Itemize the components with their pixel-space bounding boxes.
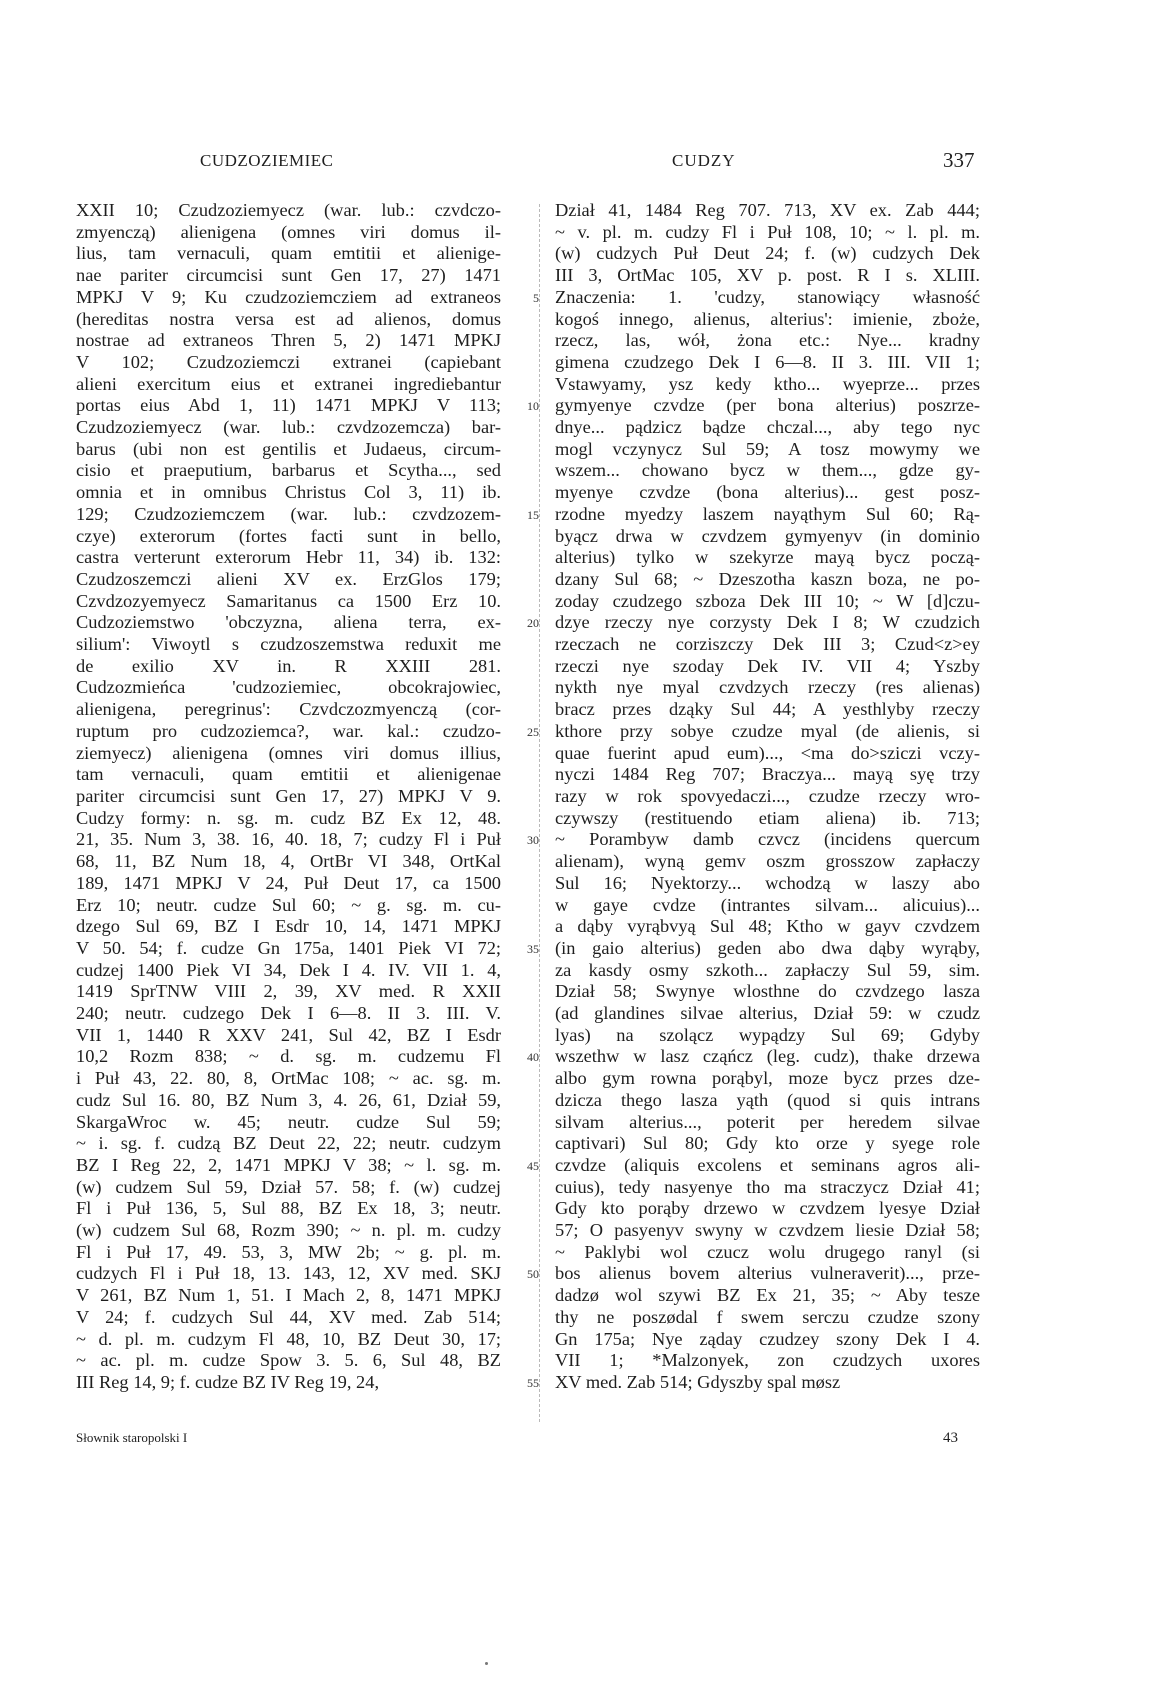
text-line: Fl i Puł 17, 49. 53, 3, MW 2b; ~ g. pl. m. (76, 1241, 501, 1262)
text-line: tam vernaculi, quam emtitii et alienigenae (76, 764, 501, 785)
text-line: V 50. 54; f. cudze Gn 175a, 1401 Piek VI 72; (76, 937, 501, 958)
text-line: Dział 41, 1484 Reg 707. 713, XV ex. Zab 444; (555, 200, 980, 220)
text-line: bracz przes dząky Sul 44; A yesthlyby rzeczy (555, 699, 980, 720)
column-divider (539, 204, 540, 1422)
text-line: XXII 10; Czudzoziemyecz (war. lub.: czvdczo- (76, 200, 501, 220)
text-line: (w) cudzem Sul 68, Rozm 390; ~ n. pl. m. cudzy (76, 1220, 501, 1241)
text-line: mogl vczynycz Sul 59; A tosz mowymy we (555, 438, 980, 459)
line-number: 55 (527, 1375, 539, 1390)
text-line: czywszy (restituendo etiam aliena) ib. 713; (555, 807, 980, 828)
text-line: thy ne poszødal f swem serczu czudze szony (555, 1306, 980, 1327)
text-line: (in gaio alterius) geden abo dwa dąby wyrąby, (555, 937, 980, 958)
line-number: 15 (527, 507, 539, 522)
text-line: Gn 175a; Nye ząday czudzey szony Dek I 4. (555, 1328, 980, 1349)
text-line: MPKJ V 9; Ku czudzoziemcziem ad extraneos (76, 286, 501, 307)
text-line: III Reg 14, 9; f. cudze BZ IV Reg 19, 24, (76, 1371, 380, 1392)
text-line: bos alienus bovem alterius vulneraverit)..., prze- (555, 1263, 980, 1284)
text-line: (w) cudzem Sul 59, Dział 57. 58; f. (w) cudzej (76, 1176, 501, 1197)
text-line: cudzych Fl i Puł 18, 13. 143, 12, XV med. SKJ (76, 1263, 501, 1284)
page-number: 337 (943, 148, 975, 172)
text-line: Znaczenia: 1. 'cudzy, stanowiący własność (555, 286, 980, 307)
text-line: lius, tam vernaculi, quam emtitii et alienige- (76, 243, 501, 264)
text-line: Czvdzozyemyecz Samaritanus ca 1500 Erz 10. (76, 590, 501, 611)
text-line: dzicza thego lasza yąth (quod si quis intrans (555, 1089, 980, 1110)
text-line: silvam alterius..., poterit per heredem silvae (555, 1111, 980, 1132)
text-line: 1419 SprTNW VIII 2, 39, XV med. R XXII (76, 981, 501, 1002)
text-line: ~ i. sg. f. cudzą BZ Deut 22, 22; neutr. cudzym (76, 1133, 501, 1154)
text-line: III 3, OrtMac 105, XV p. post. R I s. XLIII. (555, 265, 980, 286)
text-line: kthore przy sobye czudze myal (de alienis, si (555, 720, 980, 741)
text-line: cudz Sul 16. 80, BZ Num 3, 4. 26, 61, Dział 59, (76, 1089, 501, 1110)
text-line: (ad glandines silvae alterius, Dział 59: w czudz (555, 1003, 980, 1024)
text-line: V 261, BZ Num 1, 51. I Mach 2, 8, 1471 MPKJ (76, 1285, 501, 1306)
line-number-gutter (511, 200, 539, 1420)
text-line: wszem... chowano bycz w them..., gdze gy- (555, 460, 980, 481)
text-line: nae pariter circumcisi sunt Gen 17, 27) 1471 (76, 265, 501, 286)
text-line: ~ Porambyw damb czvcz (incidens quercum (555, 829, 980, 850)
running-head-center: CUDZY (672, 151, 736, 170)
text-line: Vstawyamy, ysz kedy ktho... wyeprze... przes (555, 373, 980, 394)
text-line: dadzø wol szywi BZ Ex 21, 35; ~ Aby tesze (555, 1285, 980, 1306)
text-line: za kasdy osmy szkoth... zapłaczy Sul 59, sim. (555, 959, 980, 980)
text-line: Sul 16; Nyektorzy... wchodzą w laszy abo (555, 872, 980, 893)
text-line: Cudzozmieńca 'cudzoziemiec, obcokrajowiec, (76, 677, 501, 698)
text-line: ziemyecz) alienigena (omnes viri domus illius, (76, 742, 501, 763)
text-line: ruptum pro cudzoziemca?, war. kal.: czudzo- (76, 720, 501, 741)
text-line: cudzej 1400 Piek VI 34, Dek I 4. IV. VII 1. 4, (76, 959, 501, 980)
text-line: wszethw w lasz cząńcz (leg. cudz), thake drzewa (555, 1046, 980, 1067)
text-line: V 24; f. cudzych Sul 44, XV med. Zab 514; (76, 1306, 501, 1327)
text-line: 21, 35. Num 3, 38. 16, 40. 18, 7; cudzy Fl i Puł (76, 829, 501, 850)
text-line: 129; Czudzoziemczem (war. lub.: czvdzozem- (76, 503, 501, 524)
text-line: nykth nye myal czvdzych rzeczy (res alienas) (555, 677, 980, 698)
line-number: 5 (533, 290, 539, 305)
text-line: Gdy kto porąby drzewo w czvdzem lyesye Dział (555, 1198, 980, 1219)
running-head-left: CUDZOZIEMIEC (200, 151, 334, 170)
text-line: byącz drwa w czvdzem gymyenyv (in dominio (555, 525, 980, 546)
text-line: silium': Viwoytl s czudzoszemstwa reduxit me (76, 634, 501, 655)
text-line: dzego Sul 69, BZ I Esdr 10, 14, 1471 MPKJ (76, 916, 501, 937)
text-line: myenye czvdze (bona alterius)... gest posz- (555, 482, 980, 503)
text-line: castra verterunt exterorum Hebr 11, 34) ib. 132: (76, 547, 501, 568)
text-line: rzodne myedzy laszem nayąthym Sul 60; Rą- (555, 503, 980, 524)
text-line: 240; neutr. cudzego Dek I 6—8. II 3. III. V. (76, 1003, 501, 1024)
text-line: rzecz, las, wół, żona etc.: Nye... kradny (555, 330, 980, 351)
text-line: nyczi 1484 Reg 707; Braczya... mayą syę trzy (555, 764, 980, 785)
footer-sheet-number: 43 (943, 1430, 958, 1446)
left-text-column (76, 200, 501, 1394)
text-line: VII 1, 1440 R XXV 241, Sul 42, BZ I Esdr (76, 1024, 501, 1045)
text-line: dnye... pądzicz bądze chczal..., aby tego nyc (555, 417, 980, 438)
text-line: barus (ubi non est gentilis et Judaeus, circum- (76, 438, 501, 459)
text-line: ~ ac. pl. m. cudze Spow 3. 5. 6, Sul 48, BZ (76, 1350, 501, 1371)
text-line: Erz 10; neutr. cudze Sul 60; ~ g. sg. m. cu- (76, 894, 501, 915)
text-line: zmyenczą) alienigena (omnes viri domus il- (76, 221, 501, 242)
text-line: 57; O pasyenyv swyny w czvdzem liesie Dział 58; (555, 1220, 980, 1241)
text-line: razy w rok spovyedaczi..., czudze rzeczy wro- (555, 785, 980, 806)
text-line: Czudzoszemczi alieni XV ex. ErzGlos 179; (76, 568, 501, 589)
text-line: VII 1; *Malzonyek, zon czudzych uxores (555, 1350, 980, 1371)
text-line: alieni exercitum eius et extranei ingrediebantur (76, 373, 501, 394)
text-line: kogoś innego, alienus, alterius': imienie, zboże, (555, 308, 980, 329)
text-line: dzye rzeczy nye corzysty Dek I 8; W czudzich (555, 612, 980, 633)
text-line: czye) exterorum (fortes facti sunt in bello, (76, 525, 501, 546)
footer-signature: Słownik staropolski I (76, 1430, 188, 1445)
text-line: Cudzoziemstwo 'obczyzna, aliena terra, ex- (76, 612, 501, 633)
text-line: albo gym rowna porąbyl, moze bycz przes dze- (555, 1068, 980, 1089)
text-line: quae fuerint apud eum)..., <ma do>sziczi vczy- (555, 742, 980, 763)
text-line: cuius), tedy nasyenye tho ma straczycz Dział 41; (555, 1176, 980, 1197)
text-line: ~ Paklybi wol czucz wolu drugego ranyl (si (555, 1241, 980, 1262)
line-number: 20 (527, 616, 539, 631)
line-number: 10 (527, 399, 539, 414)
text-line: rzeczach ne corziszczy Dek III 3; Czud<z>ey (555, 634, 980, 655)
text-line: czvdze (aliquis excolens et seminans agros ali- (555, 1154, 980, 1175)
text-line: zoday czudzego szboza Dek III 10; ~ W [d]czu- (555, 590, 980, 611)
text-line: Fl i Puł 136, 5, Sul 88, BZ Ex 18, 3; neutr. (76, 1198, 501, 1219)
text-line: 68, 11, BZ Num 18, 4, OrtBr VI 348, OrtKal (76, 851, 501, 872)
line-number: 50 (527, 1267, 539, 1282)
text-line: lyas) na szolącz wypądzy Sul 69; Gdyby (555, 1024, 980, 1045)
text-line: de exilio XV in. R XXIII 281. (76, 655, 501, 676)
text-line: BZ I Reg 22, 2, 1471 MPKJ V 38; ~ l. sg. m. (76, 1154, 501, 1175)
line-number: 25 (527, 724, 539, 739)
text-line: 189, 1471 MPKJ V 24, Puł Deut 17, ca 1500 (76, 872, 501, 893)
line-number: 30 (527, 833, 539, 848)
text-line: w gaye cvdze (intrantes silvam... alicuius)... (555, 894, 980, 915)
text-line: 10,2 Rozm 838; ~ d. sg. m. cudzemu Fl (76, 1046, 501, 1067)
text-line: gimena czudzego Dek I 6—8. II 3. III. VII 1; (555, 351, 980, 372)
text-line: dzany Sul 68; ~ Dzeszotha kaszn boza, ne po- (555, 568, 980, 589)
text-line: SkargaWroc w. 45; neutr. cudze Sul 59; (76, 1111, 501, 1132)
text-line: omnia et in omnibus Christus Col 3, 11) ib. (76, 482, 501, 503)
text-line: V 102; Czudzoziemczi extranei (capiebant (76, 351, 501, 372)
text-line: a dąby vyrąbvyą Sul 48; Ktho w gayv czvdzem (555, 916, 980, 937)
text-line: pariter circumcisi sunt Gen 17, 27) MPKJ V 9. (76, 785, 501, 806)
text-line: Cudzy formy: n. sg. m. cudz BZ Ex 12, 48. (76, 807, 501, 828)
line-number: 45 (527, 1158, 539, 1173)
text-line: alienam), wyną gemv oszm grosszow zapłaczy (555, 851, 980, 872)
text-line: rzeczi nye szoday Dek IV. VII 4; Yszby (555, 655, 980, 676)
text-line: (w) cudzych Puł Deut 24; f. (w) cudzych Dek (555, 243, 980, 264)
text-line: alterius) tylko w szekyrze mayą bycz począ- (555, 547, 980, 568)
text-line: ~ d. pl. m. cudzym Fl 48, 10, BZ Deut 30, 17; (76, 1328, 501, 1349)
text-line: (hereditas nostra versa est ad alienos, domus (76, 308, 501, 329)
text-line: alienigena, peregrinus': Czvdczozmyenczą (cor- (76, 699, 501, 720)
text-line: cisio et praeputium, barbarus et Scytha..., sed (76, 460, 501, 481)
line-number: 40 (527, 1050, 539, 1065)
text-line: XV med. Zab 514; Gdyszby spal møsz (555, 1371, 841, 1392)
text-line: portas eius Abd 1, 11) 1471 MPKJ V 113; (76, 395, 501, 416)
text-line: ~ v. pl. m. cudzy Fl i Puł 108, 10; ~ l. pl. m. (555, 221, 980, 242)
text-line: captivari) Sul 80; Gdy kto orze y syege role (555, 1133, 980, 1154)
text-line: Dział 58; Swynye wlosthne do czvdzego lasza (555, 981, 980, 1002)
decorative-dot (485, 1662, 488, 1665)
text-line: i Puł 43, 22. 80, 8, OrtMac 108; ~ ac. sg. m. (76, 1068, 501, 1089)
line-number: 35 (527, 941, 539, 956)
text-line: gymyenye czvdze (per bona alterius) poszrze- (555, 395, 980, 416)
text-line: nostrae ad extraneos Thren 5, 2) 1471 MPKJ (76, 330, 501, 351)
text-line: Czudzoziemyecz (war. lub.: czvdzozemcza) bar- (76, 417, 501, 438)
right-text-column (555, 200, 980, 1394)
